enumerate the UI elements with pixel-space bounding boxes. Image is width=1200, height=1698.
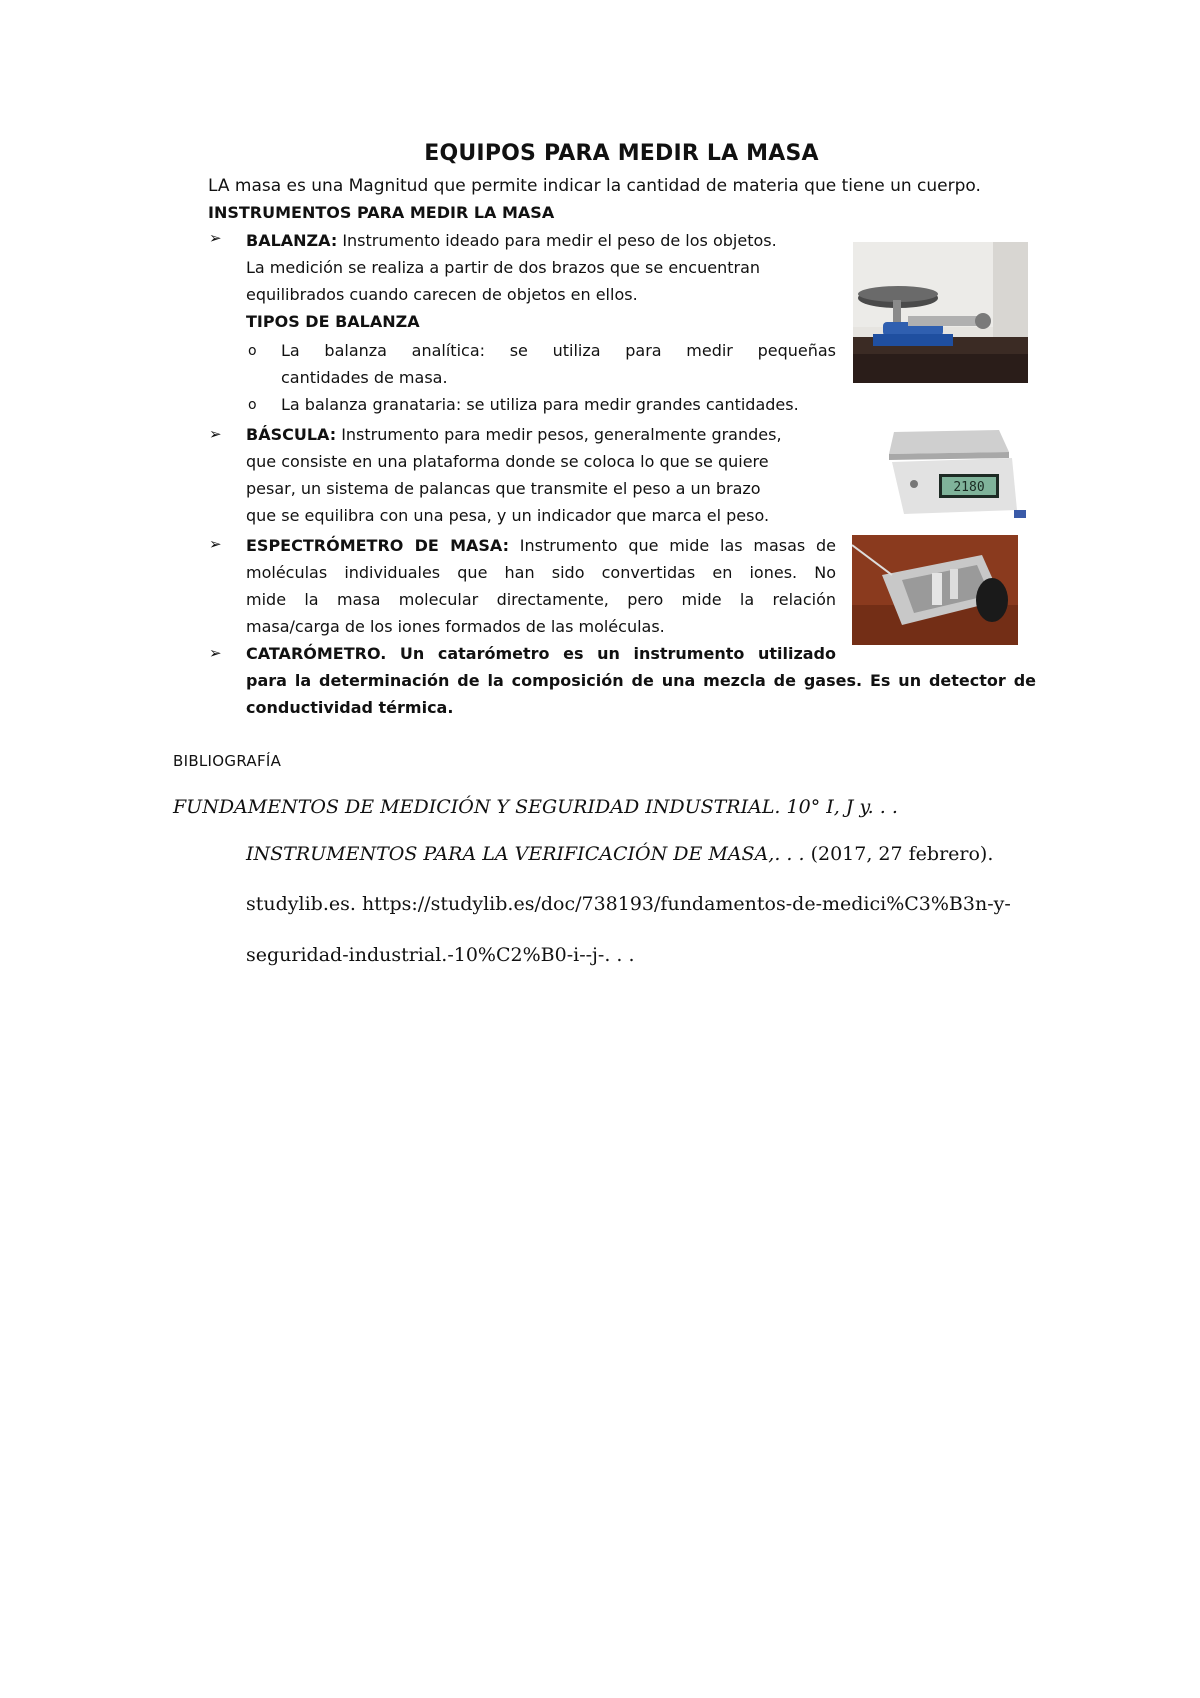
espectrometro-paragraph: ESPECTRÓMETRO DE MASA: Instrumento que mide las masas de moléculas individuales que han sido convertidas en iones. No mide la masa molecular directamente, pero mide la relación masa/carga de los iones formados de las moléculas. <box>246 536 836 636</box>
arrow-bullet-icon: ➢ <box>209 644 222 662</box>
bibliography-line-2: INSTRUMENTOS PARA LA VERIFICACIÓN DE MASA,. . . (2017, 27 febrero). <box>246 843 994 865</box>
arrow-bullet-icon: ➢ <box>209 229 222 247</box>
espectrometro-photo <box>852 535 1018 645</box>
espectrometro-term: ESPECTRÓMETRO DE MASA: <box>246 536 509 555</box>
page-title: EQUIPOS PARA MEDIR LA MASA <box>424 141 819 166</box>
tipo-analitica: La balanza analítica: se utiliza para medir pequeñas cantidades de masa. <box>281 341 836 387</box>
bibliography-url-line[interactable]: studylib.es. https://studylib.es/doc/738193/fundamentos-de-medici%C3%B3n-y- <box>246 893 1011 915</box>
tipo-granataria: La balanza granataria: se utiliza para medir grandes cantidades. <box>281 395 799 414</box>
circle-bullet-icon: o <box>248 343 257 359</box>
catarometro-term: CATARÓMETRO. <box>246 644 387 663</box>
catarometro-paragraph: CATARÓMETRO. Un catarómetro es un instrumento utilizado para la determinación de la composición de una mezcla de gases. Es un detector de conductividad térmica. <box>246 644 1036 717</box>
circle-bullet-icon: o <box>248 397 257 413</box>
bibliography-url-line-end[interactable]: seguridad-industrial.-10%C2%B0-i--j-. . . <box>246 944 635 966</box>
arrow-bullet-icon: ➢ <box>209 425 222 443</box>
arrow-bullet-icon: ➢ <box>209 535 222 553</box>
intro-paragraph: LA masa es una Magnitud que permite indicar la cantidad de materia que tiene un cuerpo. <box>208 176 981 196</box>
balanza-term: BALANZA: <box>246 231 338 250</box>
instruments-heading: INSTRUMENTOS PARA MEDIR LA MASA <box>208 203 555 222</box>
bascula-photo <box>884 422 1029 525</box>
balanza-photo <box>853 242 1028 383</box>
balanza-paragraph: BALANZA: Instrumento ideado para medir el peso de los objetos. La medición se realiza a partir de dos brazos que se encuentran equilibrados cuando carecen de objetos en ellos. <box>246 231 777 304</box>
bibliography-line-1: FUNDAMENTOS DE MEDICIÓN Y SEGURIDAD INDUSTRIAL. 10° I, J y. . . <box>173 796 898 818</box>
bascula-paragraph: BÁSCULA: Instrumento para medir pesos, generalmente grandes, que consiste en una plataforma donde se coloca lo que se quiere pesar, un sistema de palancas que transmite el peso a un brazo que se equilibra con una pesa, y un indicador que marca el peso. <box>246 425 782 525</box>
bascula-display: 2180 <box>953 480 985 495</box>
bascula-term: BÁSCULA: <box>246 425 337 444</box>
bibliography-heading: BIBLIOGRAFÍA <box>173 752 282 770</box>
tipos-heading: TIPOS DE BALANZA <box>246 312 420 331</box>
